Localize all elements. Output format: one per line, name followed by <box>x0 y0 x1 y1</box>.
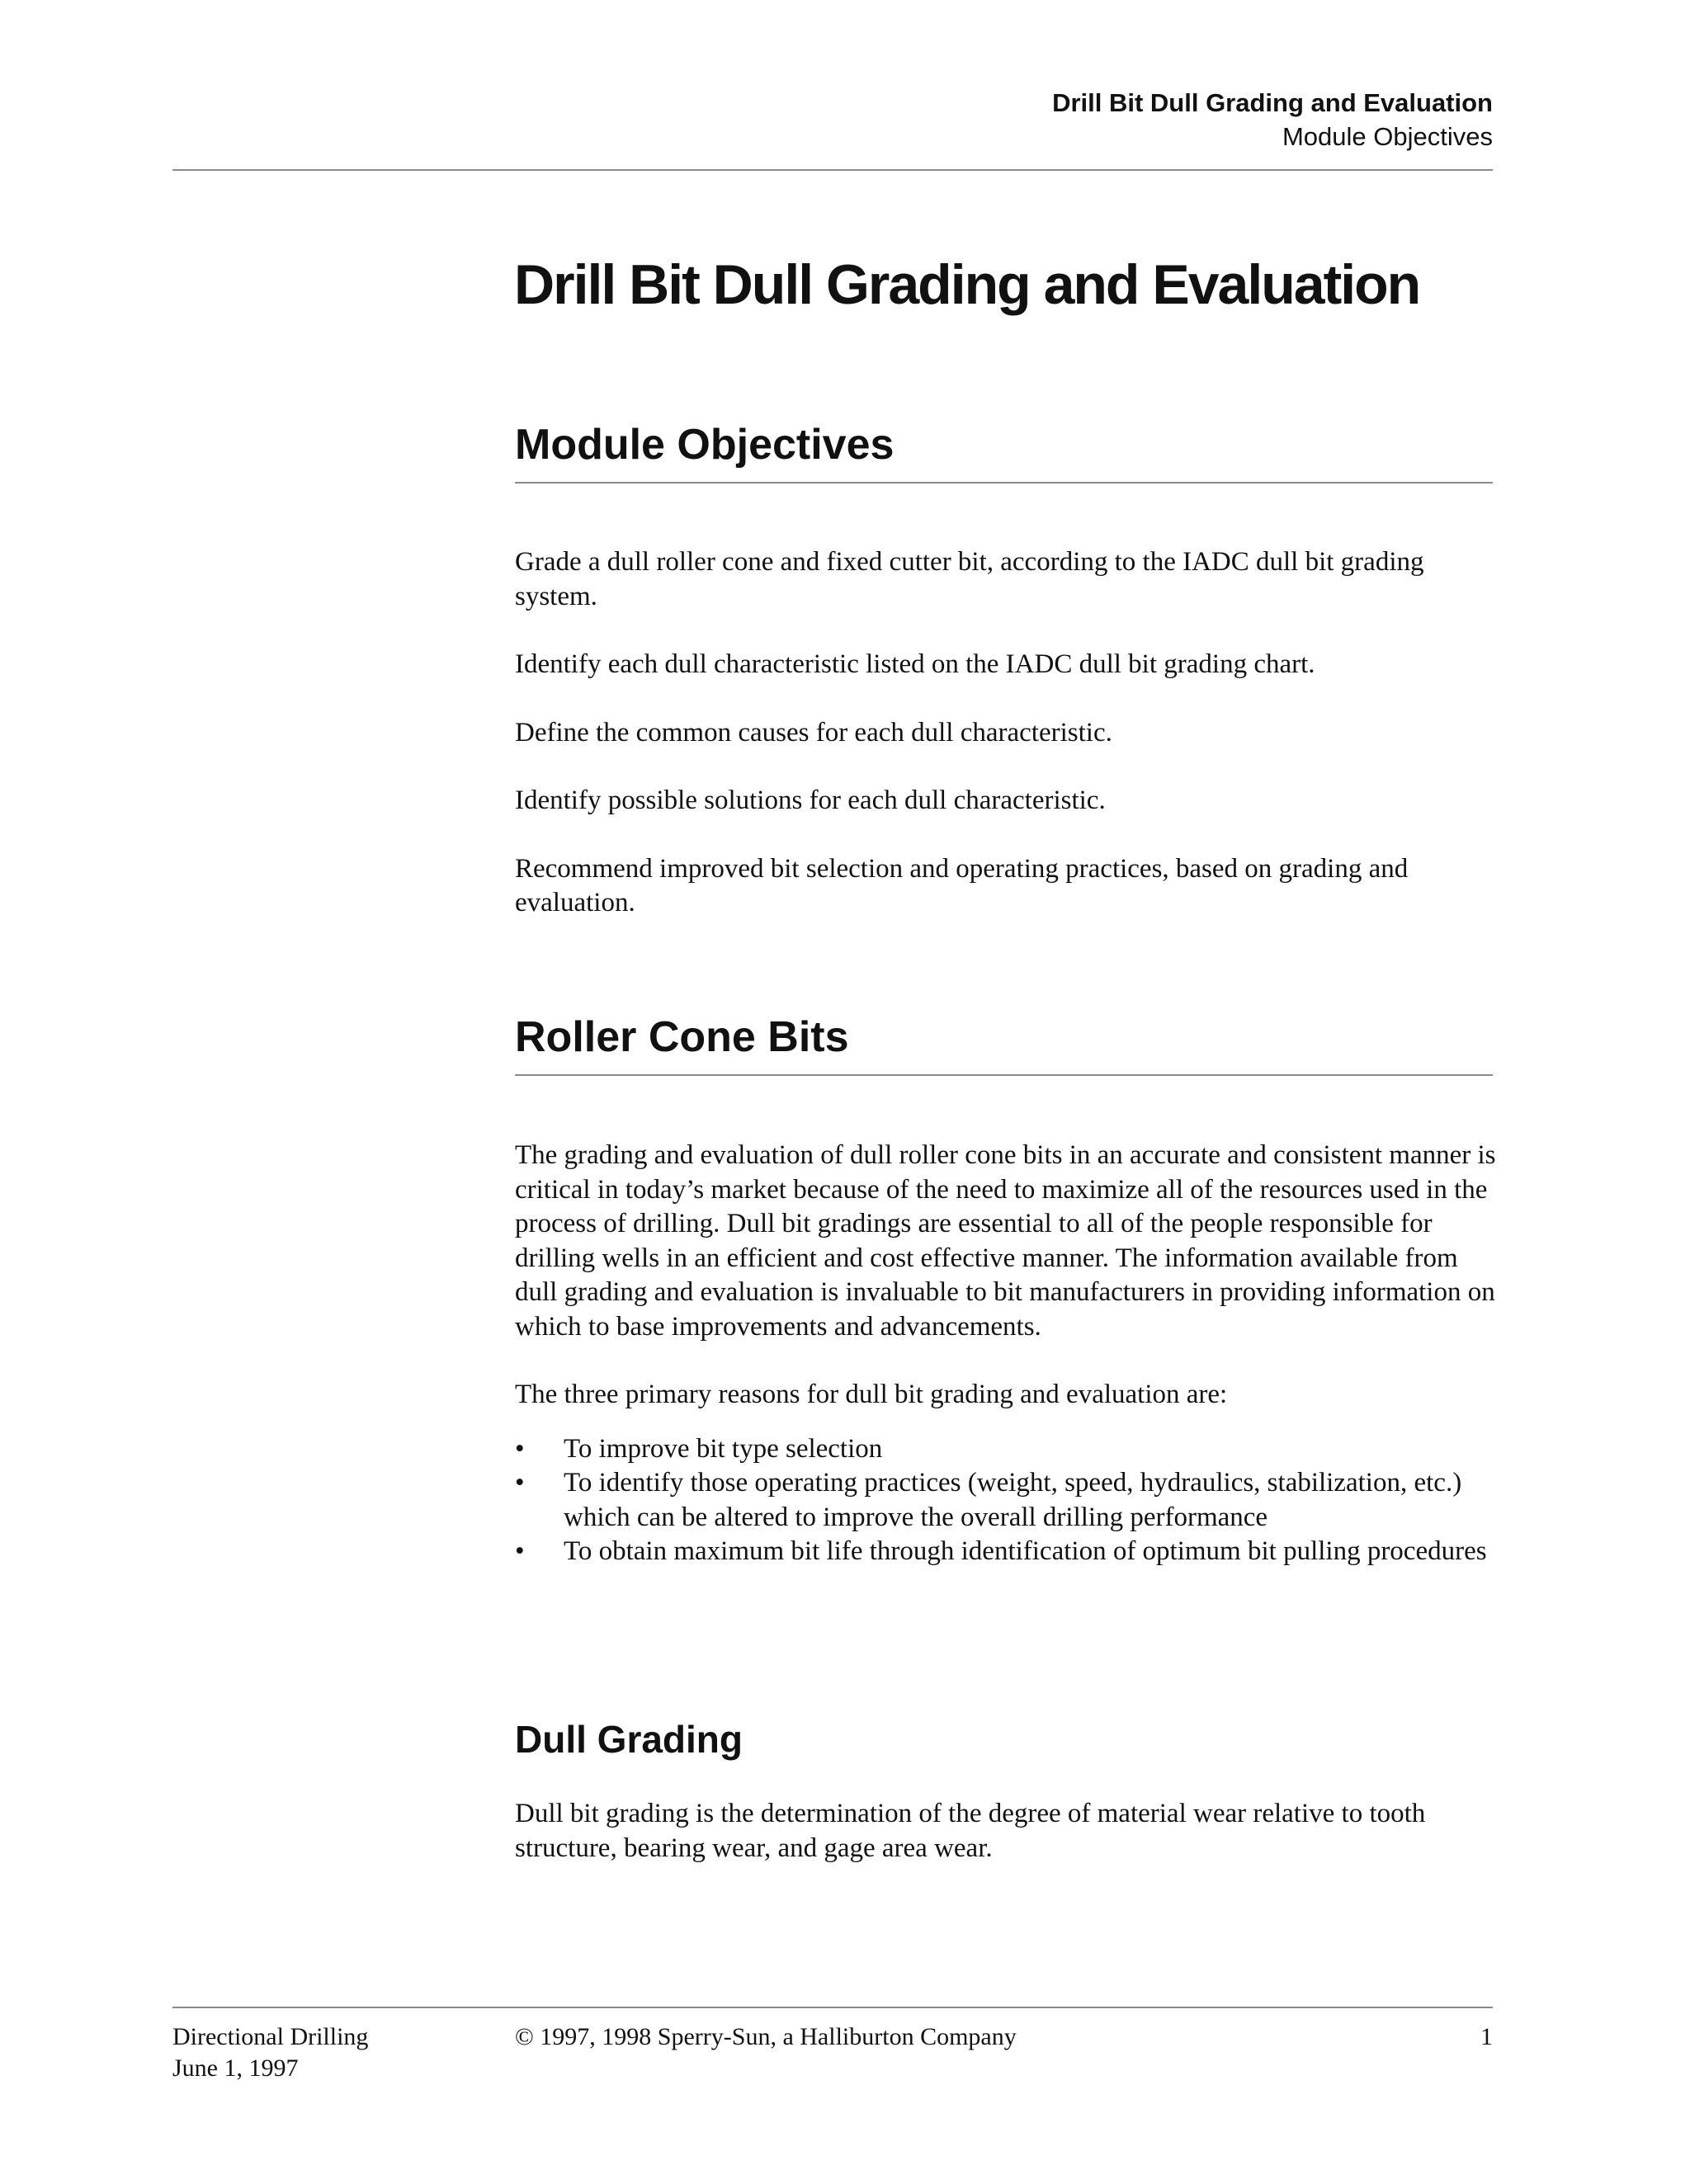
list-item-text: To improve bit type selection <box>564 1433 883 1464</box>
body-paragraph: The three primary reasons for dull bit grading and evaluation are: <box>515 1380 1228 1409</box>
list-item-text: To identify those operating practices (weight, speed, hydraulics, stabilization, etc.) which can be altered to improve the overall drilling performance <box>564 1468 1462 1532</box>
list-item <box>515 1432 1497 1467</box>
reasons-bullet-list <box>515 1432 1497 1569</box>
page-number: 1 <box>1480 2023 1493 2050</box>
footer-divider <box>172 2007 1493 2008</box>
bullet-icon: • <box>515 1468 525 1498</box>
objective-item: Identify possible solutions for each dull characteristic. <box>515 785 1106 815</box>
roller-cone-bits-body <box>515 1139 1497 1569</box>
objective-item: Identify each dull characteristic listed on the IADC dull bit grading chart. <box>515 649 1315 679</box>
body-paragraph: Dull bit grading is the determination of the degree of material wear relative to tooth structure, bearing wear, and gage area wear. <box>515 1799 1426 1863</box>
list-item <box>515 1535 1497 1569</box>
document-title: Drill Bit Dull Grading and Evaluation <box>514 253 1420 316</box>
objective-item: Define the common causes for each dull characteristic. <box>515 717 1112 748</box>
objective-item: Grade a dull roller cone and fixed cutter bit, according to the IADC dull bit grading system. <box>515 547 1424 611</box>
footer-copyright: © 1997, 1998 Sperry-Sun, a Halliburton Company <box>515 2023 1017 2050</box>
list-item-text: To obtain maximum bit life through identification of optimum bit pulling procedures <box>564 1536 1487 1566</box>
module-objectives-list <box>515 545 1497 955</box>
objective-item: Recommend improved bit selection and operating practices, based on grading and evaluation. <box>515 853 1409 917</box>
running-header <box>1052 86 1493 153</box>
dull-grading-body <box>515 1797 1497 1899</box>
footer-course: Directional Drilling <box>172 2023 369 2050</box>
running-header-title: Drill Bit Dull Grading and Evaluation <box>1052 88 1493 117</box>
section-divider-roller-cone-bits <box>515 1074 1493 1076</box>
bullet-icon: • <box>515 1536 525 1566</box>
bullet-icon: • <box>515 1433 525 1464</box>
footer-date: June 1, 1997 <box>172 2054 299 2082</box>
list-item <box>515 1466 1497 1535</box>
section-heading-roller-cone-bits: Roller Cone Bits <box>515 1013 849 1061</box>
running-header-subtitle: Module Objectives <box>1282 122 1493 151</box>
footer-left <box>172 2021 368 2084</box>
header-divider <box>172 169 1493 171</box>
body-paragraph: The grading and evaluation of dull roller cone bits in an accurate and consistent manner is critical in today’s market because of the need to maximize all of the resources used in the process of drilling. Dull bit gradings are essential to all of the people responsible for drilling wells in an efficient and cost effective manner. The information available from dull grading and evaluation is invaluable to bit manufacturers in providing information on which to base improvements and advancements. <box>515 1140 1496 1342</box>
section-heading-module-objectives: Module Objectives <box>515 421 895 469</box>
section-divider-module-objectives <box>515 482 1493 483</box>
subsection-heading-dull-grading: Dull Grading <box>515 1718 743 1761</box>
